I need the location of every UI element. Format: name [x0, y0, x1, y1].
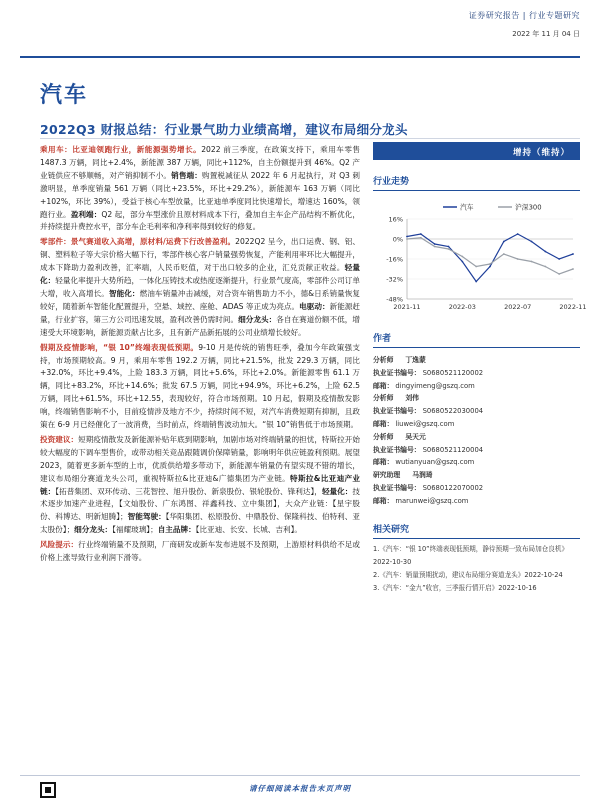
data-point: [544, 251, 546, 253]
report-type: 证券研究报告 | 行业专题研究: [468, 11, 580, 20]
bold-text: 细分龙头：: [74, 525, 113, 535]
author-detail-row: [373, 367, 580, 380]
main-body: [40, 144, 360, 567]
author-detail-row: [373, 495, 580, 508]
author-field-label: 邮箱：: [373, 419, 394, 428]
data-point: [517, 258, 519, 260]
data-point: [434, 246, 436, 248]
author-name-row: [373, 392, 580, 405]
related-report-link[interactable]: 2.《汽车：销量预期扰动，建议布局细分赛道龙头》2022-10-24: [373, 570, 563, 579]
title-divider: [40, 138, 580, 139]
author-name: 吴天元: [405, 432, 426, 441]
author-name-row: [373, 431, 580, 444]
footer-disclaimer: 请仔细阅读本报告末页声明: [249, 784, 351, 793]
y-tick-label: -48%: [386, 295, 403, 304]
data-point: [475, 281, 477, 283]
highlight: 投资建议：: [40, 434, 79, 444]
author-field-label: 邮箱：: [373, 381, 394, 390]
author-field-value: S0680521120002: [422, 368, 484, 377]
paragraph-investment: [40, 434, 360, 537]
data-point: [558, 258, 560, 260]
data-point: [461, 261, 463, 263]
series-line-0: [407, 234, 573, 282]
data-point: [531, 241, 533, 243]
text: 燃油车销量冲击减缓，对合资车销售助力不小，德&日系销量恢复较好，随着新车智能化配置提升，空悬、域控、座舱、ADAS 等正成为亮点。: [40, 288, 361, 311]
data-point: [406, 238, 408, 240]
paragraph-passenger-car: [40, 144, 360, 234]
author-field-value: S0680521120004: [422, 445, 484, 454]
author-field-label: 执业证书编号：: [373, 445, 421, 454]
author-field-label: 执业证书编号：: [373, 483, 421, 492]
header-divider: [20, 56, 580, 58]
data-point: [572, 253, 574, 255]
text: 【华阳集团、松原股份、中鼎股份、保隆科技、伯特利、亚太股份】；: [40, 512, 361, 535]
text: 行业终端销量不及预期，厂商研发或新车发布进展不及预期，上游原材料供给不足或价格上涨导致行业利润下滑等。: [40, 540, 361, 563]
related-heading: 相关研究: [373, 522, 580, 539]
industry-name: 汽车: [40, 83, 89, 108]
author-field-value: S0680122070002: [422, 483, 484, 492]
data-point: [420, 233, 422, 235]
author-name-row: [373, 354, 580, 367]
data-point: [558, 273, 560, 275]
author-field-value: wutianyuan@gszq.com: [395, 458, 475, 467]
trend-chart-svg: [373, 197, 587, 317]
x-tick-label: 2021-11: [393, 303, 421, 311]
paragraph-holiday: [40, 342, 360, 432]
footer-divider: [20, 775, 580, 776]
paragraph-components: [40, 236, 360, 339]
bold-text: 销售端：: [171, 170, 202, 180]
text: 轻量化率提升大势所趋，一体化压铸技术或热度逐渐提升，行业景气度高，零部件公司订单大增，收入高增长。: [40, 276, 361, 298]
text: 【比亚迪、长安、长城、吉利】。: [195, 525, 302, 535]
authors-list: [373, 354, 580, 508]
bold-text: 特斯拉&比亚迪产业链：: [40, 473, 360, 496]
data-point: [461, 256, 463, 258]
legend-label: 汽车: [460, 203, 474, 212]
author-field-label: 分析师: [373, 432, 394, 441]
author-detail-row: [373, 418, 580, 431]
text: 2022 前三季度，在政策支持下，乘用车零售 1487.3 万辆，同比+2.4%，新能源 387 万辆，同比+112%，自主份额提升到 46%。Q2 产业链供应不够顺畅，对产销抑制不小。: [40, 145, 360, 180]
data-point: [503, 241, 505, 243]
author-detail-row: [373, 444, 580, 457]
author-name: 刘伟: [405, 394, 419, 403]
trend-heading: 行业走势: [373, 174, 580, 191]
text: 2022Q2 呈今，出口运费、钢、铝、铜、塑料粒子等大宗价格大幅下行，零部件核心客户销量强势恢复，产能利用率环比大幅提升，成本下降助力盈利改善，汇率端，人民币贬值，对于出口较多的企业，汇兑贡献正收益。: [40, 237, 360, 273]
author-field-label: 邮箱：: [373, 458, 394, 467]
rating-badge: 增持（维持）: [373, 142, 580, 160]
bold-text: 盈利端：: [70, 209, 102, 219]
author-name: 丁逸蒙: [405, 356, 426, 364]
author-field-label: 执业证书编号：: [373, 407, 421, 416]
data-point: [448, 246, 450, 248]
highlight: 零部件：景气赛道收入高增，原材料/运费下行改善盈利。: [40, 237, 236, 247]
text: 各自在赛道份额不低，增速受大环境影响，新能源贡献占比多，且有新产品新拓展的公司业绩增长较好。: [40, 314, 361, 337]
related-report-link[interactable]: 3.《汽车：“金九”收官，三季报行情开启》2022-10-16: [373, 584, 537, 593]
data-point: [489, 266, 491, 268]
author-name: 马润琦: [412, 471, 433, 480]
data-point: [531, 261, 533, 263]
related-list: [373, 543, 580, 596]
y-tick-label: -16%: [386, 255, 403, 264]
bold-text: 电驱动：: [299, 301, 330, 311]
text: 【福耀玻璃】；: [112, 525, 158, 535]
author-field-label: 执业证书编号：: [373, 368, 421, 377]
bold-text: 自主品牌：: [157, 525, 196, 535]
highlight: 风险提示：: [40, 540, 79, 550]
data-point: [503, 253, 505, 255]
data-point: [448, 248, 450, 250]
bold-text: 细分龙头：: [238, 314, 277, 324]
data-point: [434, 243, 436, 245]
bold-text: 轻量化：: [321, 486, 353, 496]
text: 新能源赶量，行业扩容，第三方公司迅速发展，盈利改善仍需时间。: [40, 301, 361, 324]
author-field-value: dingyimeng@gszq.com: [395, 381, 475, 390]
text: 技术逐步加速产业进程，【文灿股份、广东鸿图、祥鑫科技、立中集团】，大众产业链：【星宇股份、科博达、明新旭腾】；: [40, 486, 361, 522]
data-point: [544, 266, 546, 268]
highlight: 乘用车：比亚迪领跑行业，新能源强势增长。: [40, 145, 202, 154]
author-field-label: 邮箱：: [373, 496, 394, 505]
text: 【拓普集团、双环传动、三花智控、旭升股份、新泉股份、银轮股份、锋利达】，: [55, 486, 322, 496]
highlight: 假期及疫情影响，“银 10”终端表现低预期。: [40, 342, 199, 352]
data-point: [406, 236, 408, 238]
author-detail-row: [373, 380, 580, 393]
author-field-label: 分析师: [373, 394, 394, 403]
text: 9-10 月是传统的销售旺季，叠加今年政策强支持，市场预期较高。9 月，乘用车零售 192.2 万辆，同比+21.5%，批发 229.3 万辆，同比+32.0%，环比+9.4%，上险 183.3 万辆，同比+5.6%，环比+2.0%。新能源零售 61.1 万辆，同比+83.2%，环比+14.6%；批发 67.5 万辆，同比+94.9%，环比+6.2%，上险 62.5 万辆，同比+61.5%，环比+12.55，表现较好，符合市场预期。10 月起，假期及疫情散发影响，终端销售影响不小，目前疫情涉及地方不少，持续时间不短，对汽车消费短期有抑制，且政策在 6-9 月已经催化了一波消费，当时前点，终端销售波动加大。“银 10”销售低于市场预期。: [40, 342, 360, 430]
author-field-label: 研究助理: [373, 471, 401, 480]
author-field-label: 分析师: [373, 356, 394, 364]
report-title: 2022Q3 财报总结：行业景气助力业绩高增，建议布局细分龙头: [40, 122, 408, 137]
author-detail-row: [373, 405, 580, 418]
y-tick-label: 16%: [388, 215, 403, 224]
bold-text: 智能驾驶：: [127, 512, 166, 522]
text: 购置税减征从 2022 年 6 月起执行，对 Q3 刺激明显，单季度销量 561 万辆（同比+23.5%，环比+29.2%），新能源车 163 万辆（同比+102%，环比 39%），受益于核心车型放量，比亚迪单季度同比快速增长，增速达 160%，领跑行业。: [40, 170, 361, 219]
y-tick-label: 0%: [392, 235, 403, 244]
bold-text: 轻量化：: [40, 263, 360, 286]
sidebar: [373, 142, 587, 595]
y-tick-label: -32%: [386, 275, 403, 284]
report-date: 2022 年 11 月 04 日: [512, 30, 580, 38]
data-point: [475, 266, 477, 268]
series-line-1: [407, 238, 573, 274]
x-tick-label: 2022-03: [448, 303, 476, 311]
data-point: [489, 263, 491, 265]
x-tick-label: 2022-11: [559, 303, 587, 311]
header: [469, 10, 580, 39]
trend-chart: [373, 197, 587, 317]
author-field-value: S0680522030004: [422, 407, 484, 416]
author-name-row: [373, 469, 580, 482]
text: 短期疫情散发及新能源补贴年底到期影响，加剧市场对终端销量的担忧，特斯拉开始较大幅度的下调车型售价，或带动相关竞品跟随调价保障销量，影响明年供应链盈利预期。展望 2023，随着更多新车型的上市，优质供给增多带动下，新能源车销量仍有望实现不错的增长，建议布局细分赛道龙头公司，重视特斯拉&比亚迪&广德集团为产业链。: [40, 434, 361, 483]
related-report-link[interactable]: 1.《汽车：“银 10”终端表现低预期，静待预期一致布局加仓良机》2022-10-30: [373, 544, 569, 566]
data-point: [420, 237, 422, 239]
author-field-value: liuwei@gszq.com: [395, 419, 455, 428]
bold-text: 智能化：: [108, 288, 140, 298]
author-detail-row: [373, 456, 580, 469]
data-point: [572, 268, 574, 270]
authors-heading: 作者: [373, 331, 580, 348]
author-field-value: marunwei@gszq.com: [395, 496, 469, 505]
data-point: [517, 233, 519, 235]
x-tick-label: 2022-07: [504, 303, 532, 311]
legend-label: 沪深300: [515, 203, 542, 212]
paragraph-risk: [40, 539, 360, 565]
text: Q2 起，部分车型涨价且原材料成本下行，叠加自主车企产品结构不断优化，并持续提升费控水平，部分车企毛利率和净利率得到较好的修复。: [40, 209, 361, 232]
author-detail-row: [373, 482, 580, 495]
